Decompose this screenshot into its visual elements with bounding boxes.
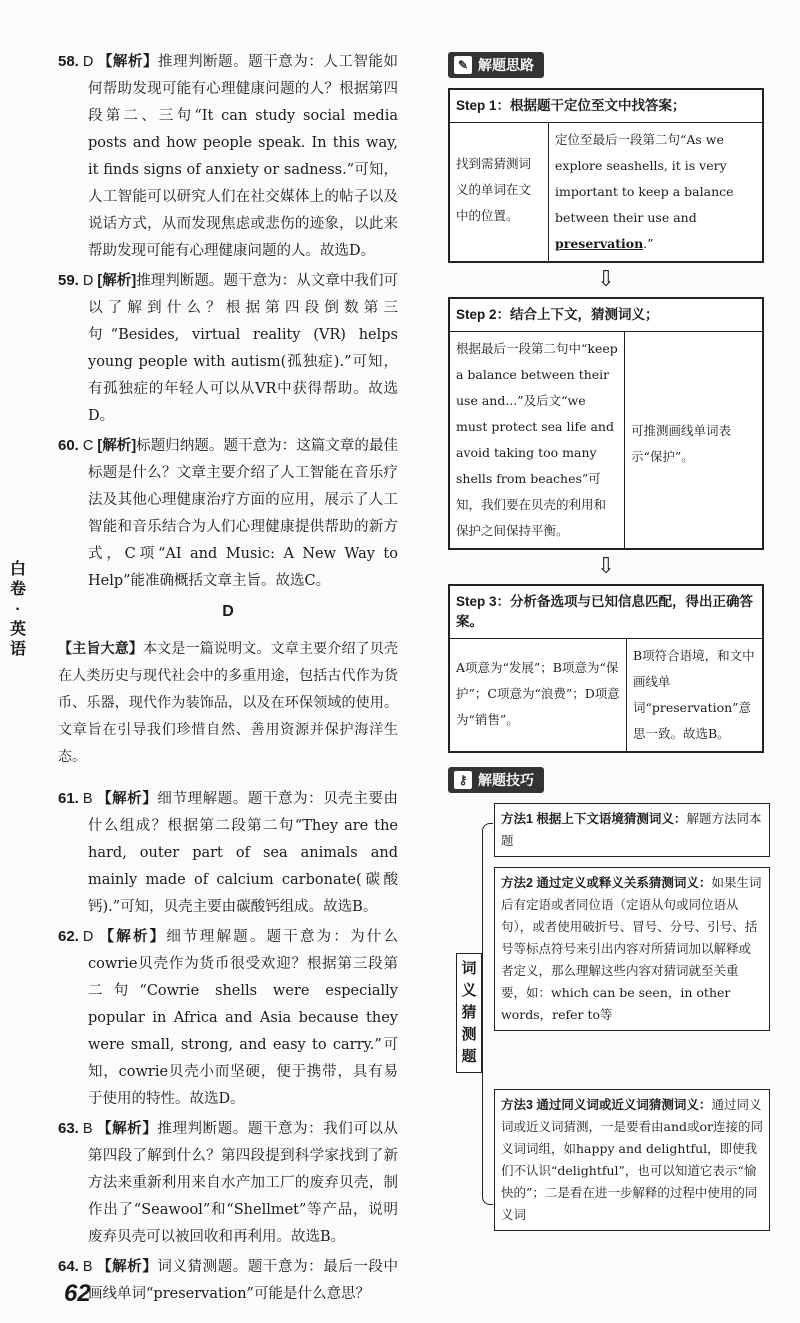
analysis-text: 推理判断题。题干意为：从文章中我们可以了解到什么？根据第四段倒数第三句“Besides, virtual reality (VR) helps young people with autism(孤独症).”可知，有孤独症的年轻人可以从VR中获得帮助。故选D。 bbox=[88, 273, 398, 424]
method-2-box bbox=[494, 867, 770, 1031]
vertical-label-char: 猜 bbox=[461, 1004, 477, 1021]
method-3-box bbox=[494, 1089, 770, 1231]
underlined-word: preservation bbox=[555, 236, 644, 251]
step-3-left: A项意为“发展”；B项意为“保护”；C项意为“浪费”；D项意为“销售”。 bbox=[450, 639, 627, 751]
answer-option: B bbox=[82, 1259, 93, 1275]
step-3-right: B项符合语境，和文中画线单词“preservation”意思一致。故选B。 bbox=[633, 648, 755, 741]
analysis-tag: 【解析】 bbox=[96, 1259, 158, 1275]
step-2-left: 根据最后一段第二句中“keep a balance between their use and...”及后文“we must protect sea life and avoid taking too many shells from beaches”可知，我们要在贝壳的利用和保护之间保持平衡。 bbox=[450, 332, 625, 548]
analysis-tag: [解析] bbox=[97, 273, 137, 289]
answer-option: D bbox=[82, 54, 94, 70]
method-1-text: 解题方法同本题 bbox=[501, 811, 762, 848]
answer-61 bbox=[58, 785, 398, 921]
analysis-tag: 【解析】 bbox=[96, 1121, 158, 1137]
solution-approach-heading bbox=[448, 52, 544, 78]
side-label bbox=[8, 560, 28, 660]
step-2-box bbox=[448, 297, 764, 550]
answer-63 bbox=[58, 1115, 398, 1251]
heading-text: 解题技巧 bbox=[478, 772, 534, 788]
analysis-text: 细节理解题。题干意为：贝壳主要由什么组成？根据第二段第二句“They are the hard, outer part of sea animals and mainly made of calcium carbonate(碳酸钙).”可知，贝壳主要由碳酸钙组成。故选B。 bbox=[88, 791, 399, 915]
vertical-label-char: 词 bbox=[461, 960, 477, 977]
down-arrow-icon: ⇩ bbox=[596, 554, 616, 579]
method-1-box bbox=[494, 803, 770, 857]
analysis-text: 标题归纳题。题干意为：这篇文章的最佳标题是什么？文章主要介绍了人工智能在音乐疗法及其他心理健康治疗方面的应用，展示了人工智能和音乐结合为人们心理健康提供帮助的新方式，C项“AI and Music: A New Way to Help”能准确概括文章主旨。故选C。 bbox=[88, 438, 398, 589]
analysis-tag: 【解析】 bbox=[97, 54, 159, 70]
brace-line bbox=[482, 823, 493, 1205]
answer-option: B bbox=[82, 1121, 93, 1137]
question-number: 58. bbox=[58, 53, 79, 70]
side-label-char: · bbox=[15, 601, 21, 618]
answer-option: D bbox=[82, 929, 94, 945]
vertical-label bbox=[456, 953, 482, 1073]
analysis-text: 词义猜测题。题干意为：最后一段中画线单词“preservation”可能是什么意思？ bbox=[88, 1259, 399, 1302]
method-3-text: 通过同义词或近义词猜测，一是要看由and或or连接的同义词词组，如happy and delightful，即使我们不认识“delightful”，也可以知道它表示“愉快的”；二是看在进一步解释的过程中使用的同义词 bbox=[501, 1097, 764, 1222]
main-idea-text: 本文是一篇说明文。文章主要介绍了贝壳在人类历史与现代社会中的多重用途，包括古代作为货币、乐器，现代作为装饰品，以及在环保领域的使用。文章旨在引导我们珍惜自然、善用资源并保护海洋生态。 bbox=[58, 641, 399, 765]
side-label-char: 英 bbox=[9, 621, 26, 638]
step-1-right-text: 定位至最后一段第二句“As we explore seashells, it is very important to keep a balance between their use and bbox=[555, 132, 734, 225]
question-number: 61. bbox=[58, 790, 79, 807]
answer-option: D bbox=[82, 273, 94, 289]
analysis-text: 推理判断题。题干意为：我们可以从第四段了解到什么？第四段提到科学家找到了新方法来重新利用来自水产加工厂的废弃贝壳，制作出了“Seawool”和“Shellmet”等产品，说明废弃贝壳可以被回收和再利用。故选B。 bbox=[88, 1121, 399, 1245]
analysis-text: 细节理解题。题干意为：为什么cowrie贝壳作为货币很受欢迎？根据第三段第二句“Cowrie shells were especially popular in Africa and Asia because they were small, strong, and easy to carry.”可知，cowrie贝壳小而坚硬，便于携带，具有易于使用的特性。故选D。 bbox=[88, 929, 398, 1107]
main-idea bbox=[58, 635, 398, 771]
method-1-title: 方法1 根据上下文语境猜测词义： bbox=[501, 812, 687, 826]
vertical-label-char: 题 bbox=[461, 1048, 477, 1065]
question-number: 59. bbox=[58, 272, 79, 289]
left-column bbox=[58, 48, 398, 1310]
passage-letter: D bbox=[222, 603, 234, 620]
side-label-char: 语 bbox=[9, 641, 26, 658]
answer-59 bbox=[58, 267, 398, 430]
method-2-title: 方法2 通过定义或释义关系猜测词义： bbox=[501, 876, 712, 890]
step-1-box bbox=[448, 88, 764, 263]
step-1-right-end: .” bbox=[643, 236, 654, 251]
answer-60 bbox=[58, 432, 398, 595]
vertical-label-char: 测 bbox=[461, 1026, 477, 1043]
heading-text: 解题思路 bbox=[478, 57, 534, 73]
step-2-heading: Step 2：结合上下文，猜测词义； bbox=[450, 299, 762, 332]
step-1-heading: Step 1：根据题干定位至文中找答案； bbox=[450, 90, 762, 123]
step-2-right: 可推测画线单词表示“保护”。 bbox=[631, 423, 732, 464]
analysis-text: 推理判断题。题干意为：人工智能如何帮助发现可能有心理健康问题的人？根据第四段第二、三句“It can study social media posts and how people speak. In this way, it finds signs of anxiety or sadness.”可知，人工智能可以研究人们在社交媒体上的帖子以及说话方式，从而发现焦虑或悲伤的迹象，以此来帮助发现可能有心理健康问题的人。故选D。 bbox=[88, 54, 399, 259]
analysis-tag: [解析] bbox=[97, 438, 137, 454]
answer-64 bbox=[58, 1253, 398, 1308]
answer-option: C bbox=[82, 438, 94, 454]
step-1-left: 找到需猜测词义的单词在文中的位置。 bbox=[450, 123, 549, 261]
method-3-title: 方法3 通过同义词或近义词猜测词义： bbox=[501, 1098, 712, 1112]
step-3-box bbox=[448, 584, 764, 753]
question-number: 63. bbox=[58, 1120, 79, 1137]
document-icon: ✎ bbox=[454, 56, 472, 74]
question-number: 64. bbox=[58, 1258, 79, 1275]
key-icon: ⚷ bbox=[454, 771, 472, 789]
step-3-heading: Step 3：分析备选项与已知信息匹配，得出正确答案。 bbox=[450, 586, 762, 639]
question-number: 60. bbox=[58, 437, 79, 454]
analysis-tag: 【解析】 bbox=[97, 929, 167, 945]
method-2-text: 如果生词后有定语或者同位语（定语从句或同位语从句），或者使用破折号、冒号、分号、引号、括号等标点符号来引出内容对所猜词加以解释或者定义，那么理解这些内容对猜词就至关重要，如：which can be seen，in other words，refer to等 bbox=[501, 875, 762, 1022]
methods-diagram bbox=[448, 803, 764, 1243]
answer-58 bbox=[58, 48, 398, 265]
analysis-tag: 【解析】 bbox=[96, 791, 158, 807]
side-label-char: 白 bbox=[9, 561, 26, 578]
answer-62 bbox=[58, 923, 398, 1113]
step-1-right bbox=[549, 123, 762, 261]
page-number: 62 bbox=[64, 1280, 91, 1307]
vertical-label-char: 义 bbox=[461, 982, 477, 999]
solution-tips-heading bbox=[448, 767, 544, 793]
question-number: 62. bbox=[58, 928, 79, 945]
right-column bbox=[448, 52, 764, 1243]
side-label-char: 卷 bbox=[9, 581, 26, 598]
main-idea-tag: 【主旨大意】 bbox=[58, 640, 144, 656]
down-arrow-icon: ⇩ bbox=[596, 267, 616, 292]
answer-option: B bbox=[82, 791, 93, 807]
